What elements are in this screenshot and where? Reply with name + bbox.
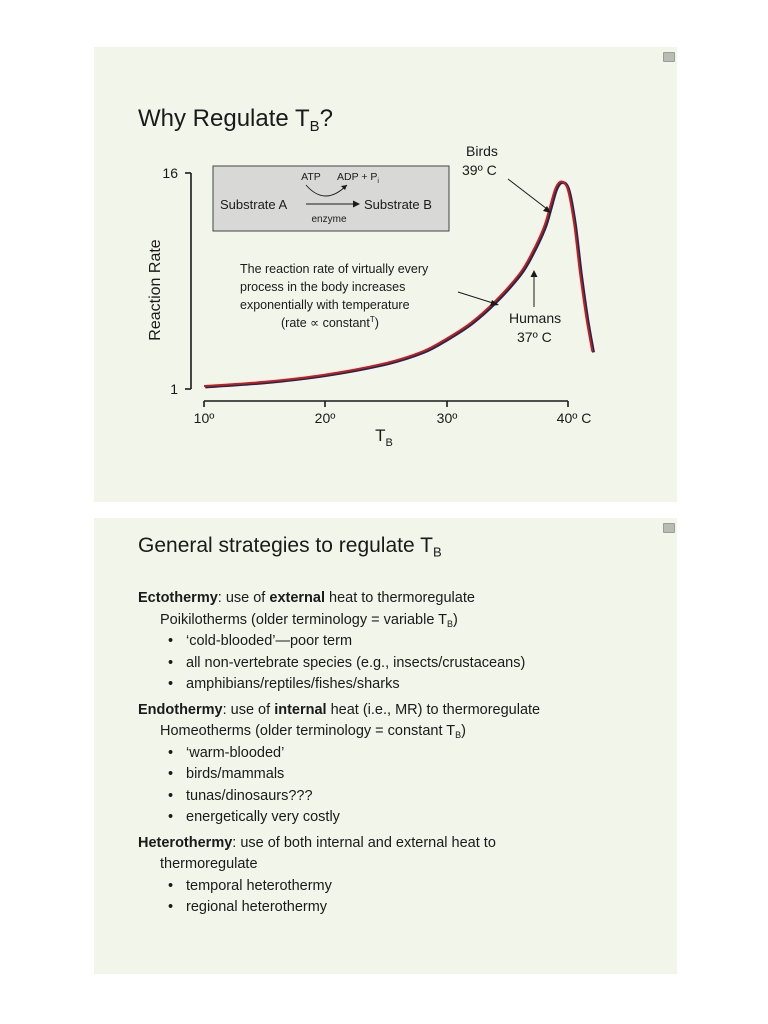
heterothermy-heading: Heterothermy: use of both internal and external heat to <box>138 834 496 851</box>
list-item: • tunas/dinosaurs??? <box>166 786 658 808</box>
humans-label: Humans <box>509 310 562 326</box>
x-tick-label-10: 10º <box>193 410 215 426</box>
poikilotherms-line: Poikilotherms (older terminology = variable $T_B$) <box>160 611 458 629</box>
x-tick-label-20: 20º <box>314 410 336 426</box>
slide-reaction-rate <box>94 47 677 502</box>
substrate-a-label: Substrate A <box>220 197 288 212</box>
adp-label: ADP + $P_i$ <box>337 171 379 185</box>
humans-pointer-arrowhead <box>531 270 538 277</box>
heterothermy-bullets <box>138 876 658 919</box>
annotation-line-4: (rate ∝ constant$^T$) <box>281 315 379 330</box>
x-axis-label: $T_B$ <box>375 426 393 449</box>
annotation-line-1: The reaction rate of virtually every <box>240 262 429 276</box>
list-item: • regional heterothermy <box>166 897 658 919</box>
reaction-rate-chart <box>94 47 677 502</box>
x-tick-label-30: 30º <box>436 410 458 426</box>
title-subscript: B <box>309 119 320 136</box>
thermoregulate-line: thermoregulate <box>160 856 258 872</box>
list-item: • temporal heterothermy <box>166 876 658 898</box>
strategies-list <box>138 588 658 919</box>
annotation-pointer <box>458 292 496 304</box>
title-text: General strategies to regulate T <box>138 534 433 557</box>
list-item: • ‘cold-blooded’—poor term <box>166 631 658 653</box>
x-tick-label-40: 40º C <box>556 410 592 426</box>
slide-corner-icon <box>663 523 675 533</box>
enzyme-label: enzyme <box>311 214 347 225</box>
endothermy-heading: Endothermy: use of internal heat (i.e., MR) to thermoregulate <box>138 701 541 718</box>
list-item: • amphibians/reptiles/fishes/sharks <box>166 674 658 696</box>
list-item: • ‘warm-blooded’ <box>166 743 658 765</box>
ectothermy-heading: Ectothermy: use of external heat to thermoregulate <box>138 590 475 606</box>
slide-thermoregulation-strategies <box>94 518 677 974</box>
humans-temp: 37º C <box>517 329 552 345</box>
homeotherms-line: Homeotherms (older terminology = constant $T_B$) <box>160 723 466 741</box>
title-subscript: B <box>432 544 442 560</box>
list-item: • energetically very costly <box>166 807 658 829</box>
ectothermy-bullets <box>138 631 658 696</box>
atp-label: ATP <box>301 171 321 183</box>
endothermy-bullets <box>138 743 658 829</box>
annotation-line-3: exponentially with temperature <box>240 298 410 312</box>
birds-temp: 39º C <box>462 162 497 178</box>
y-axis-label: Reaction Rate <box>147 239 164 341</box>
substrate-b-label: Substrate B <box>364 197 432 212</box>
y-tick-label-16: 16 <box>162 165 178 181</box>
list-item: • all non-vertebrate species (e.g., insects/crustaceans) <box>166 653 658 675</box>
y-tick-label-1: 1 <box>170 381 178 397</box>
title-end: ? <box>319 105 333 132</box>
annotation-line-2: process in the body increases <box>240 280 406 294</box>
slide-2-title <box>138 534 442 558</box>
birds-label: Birds <box>466 143 498 159</box>
title-text: Why Regulate T <box>138 105 310 132</box>
birds-pointer <box>508 179 547 209</box>
list-item: • birds/mammals <box>166 764 658 786</box>
